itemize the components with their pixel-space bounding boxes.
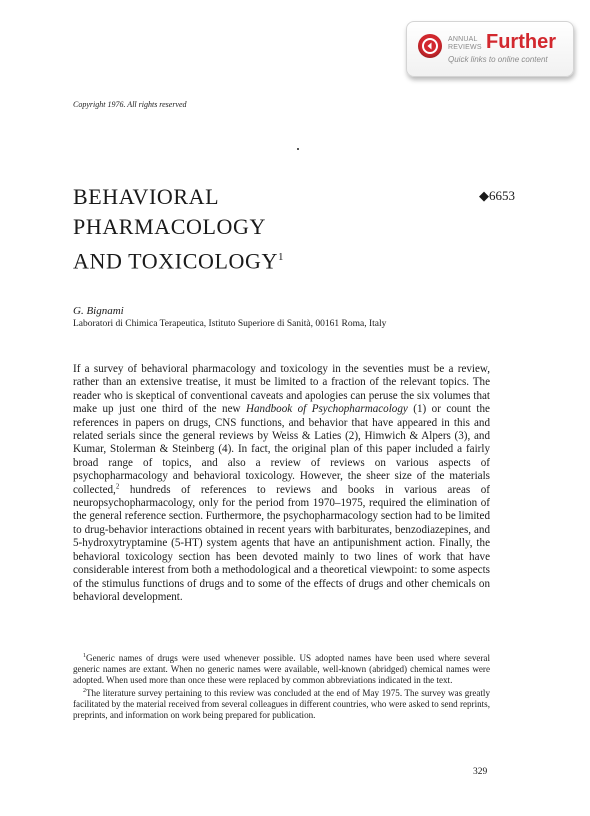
body-paragraph	[73, 363, 490, 604]
article-code: ◆6653	[479, 188, 515, 203]
title-line-1: BEHAVIORAL	[73, 184, 220, 209]
title-footnote-mark: 1	[277, 251, 285, 263]
body-part-3: hundreds of references to reviews and books in various areas of neuropsychopharmacology, only for the period from 1970–1975, required the elimination of the general reference section. Furthermore, the psychopharmacology section had to be limited to drug-behavior interactions obtained in recent years with barbiturates, benzodiazepines, and 5-hydroxytryptamine (5-HT) system agents that have an antipunishment action. Finally, the behavioral toxicology section has been devoted mainly to two lines of work that have considerable interest from both a methodological and a theoretical viewpoint: to some aspects of the stimulus functions of drugs and to some of the effects of drugs and other chemicals on behavioral development.	[73, 483, 490, 603]
title-line-3-text: AND TOXICOLOGY	[73, 248, 278, 274]
footnote-2-mark: 2	[83, 687, 86, 694]
brand-line-annual: ANNUAL	[448, 36, 478, 43]
body-part-2: (1) or count the references in papers on drugs, CNS functions, and behavior that have appeared in this and related serials since the general reviews by Weiss & Laties (2), Himwich & Alpers (3), and Kumar, Stolerman & Steinberg (4). In fact, the original plan of this paper included a fairly broad range of topics, and also a review of reviews on various aspects of psychopharmacology and behavioral toxicology. However, the sheer size of the materials collected,	[73, 403, 490, 496]
body-part-1: If a survey of behavioral pharmacology and toxicology in the seventies must be a review, rather than an extensive treatise, it must be limited to a fraction of the relevant topics. The reader who is skeptical of conventional caveats and apologies can peruse the six volumes that make up just one third of the new	[73, 363, 490, 416]
article-title	[73, 182, 413, 276]
play-arrow-icon	[418, 34, 442, 58]
title-line-2: PHARMACOLOGY	[73, 214, 266, 239]
handbook-title: Handbook of Psychopharmacology	[245, 403, 408, 416]
author-name: G. Bignami	[73, 305, 124, 317]
copyright-notice: Copyright 1976. All rights reserved	[73, 100, 187, 109]
footnotes	[73, 653, 490, 722]
brand-line-reviews: REVIEWS	[448, 44, 482, 51]
footnote-2-text: The literature survey pertaining to this review was concluded at the end of May 1975. The survey was greatly facilitated by the material received from several colleagues in different countries, who were asked to send reprints, preprints, and information on work being prepared for publication.	[73, 687, 490, 721]
author-affiliation: Laboratori di Chimica Terapeutica, Istituto Superiore di Sanità, 00161 Roma, Italy	[73, 319, 387, 329]
footnote-2	[73, 688, 490, 722]
footnote-1-mark: 1	[83, 652, 86, 659]
quick-links-label: Quick links to online content	[448, 55, 548, 64]
further-label: Further	[486, 31, 556, 53]
footnote-ref-2: 2	[115, 481, 120, 490]
title-line-3	[73, 242, 413, 276]
further-badge[interactable]	[406, 21, 574, 77]
speck	[297, 148, 299, 150]
footnote-1-text: Generic names of drugs were used whenever possible. US adopted names have been used where several generic names are extant. When no generic names were available, well-known (abridged) chemical names were adopted. When used more than once these were replaced by common abbreviations indicated in the text.	[73, 653, 490, 686]
footnote-1	[73, 653, 490, 687]
page-number: 329	[473, 767, 488, 777]
